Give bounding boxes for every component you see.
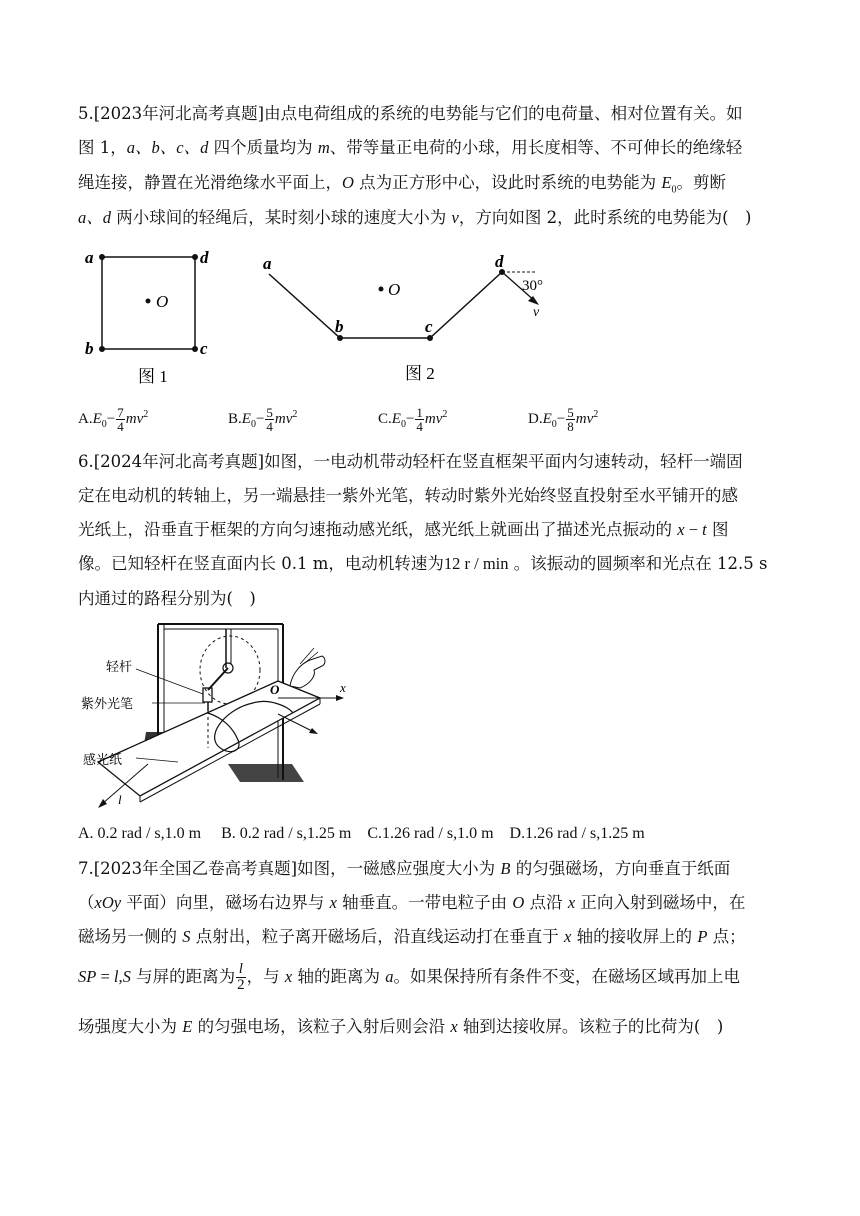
fig2-label-O: O: [388, 280, 401, 299]
fig2-label-d: d: [495, 252, 504, 271]
q5-option-d[interactable]: $D.E_0-$ $\frac{5}{8}$ $mv^2$: [528, 405, 599, 434]
fig1-label-c: c: [200, 339, 208, 358]
fig1-label-d: d: [200, 248, 209, 267]
fig1-label-O: O: [156, 292, 169, 311]
fig-label-l: l: [118, 792, 122, 807]
fig-label-O: O: [270, 682, 280, 697]
q5-option-a[interactable]: $A.E_0-$ $\frac{7}{4}$ $mv^2$: [78, 405, 149, 434]
fig2-angle: 30°: [522, 278, 543, 294]
fig2-label-a: a: [263, 254, 272, 273]
q5-figure-1: [76, 244, 226, 392]
fig1-label-b: b: [85, 339, 94, 358]
q7-line-4: SP = l,S 与屏的距离为 $\frac{l}{2}$ ，与 x 轴的距离为 a。如果保持所有条件不变，在磁场区域再加上电: [78, 961, 740, 993]
q5-option-b[interactable]: $B.E_0-$ $\frac{5}{4}$ $mv^2$: [228, 405, 298, 434]
fig1-caption: 图 1: [138, 367, 168, 386]
q5-line-2: 图 1，a、b、c、d 四个质量均为 m、带等量正电荷的小球，用长度相等、不可伸长的绝缘轻: [78, 138, 743, 157]
fig-label-pen: 紫外光笔: [81, 696, 134, 711]
fig2-label-c: c: [425, 317, 433, 336]
q7-line-5: 场强度大小为 E 的匀强电场，该粒子入射后则会沿 x 轴到达接收屏。该粒子的比荷为( ): [78, 1017, 724, 1036]
q7-line-2: （xOy 平面）向里，磁场右边界与 x 轴垂直。一带电粒子由 O 点沿 x 正向入射到磁场中，在: [78, 893, 746, 912]
q6-line-3: 光纸上，沿垂直于框架的方向匀速拖动感光纸，感光纸上就画出了描述光点振动的 x − t 图: [78, 520, 729, 539]
fig1-label-a: a: [85, 248, 94, 267]
q6-line-5: 内通过的路程分别为( ): [78, 589, 256, 608]
q5-line-3: 绳连接，静置在光滑绝缘水平面上，O 点为正方形中心，设此时系统的电势能为 $E_0$。剪断: [78, 173, 727, 196]
q5-option-c[interactable]: $C.E_0-$ $\frac{1}{4}$ $mv^2$: [378, 405, 448, 434]
q6-options[interactable]: A. 0.2 rad / s,1.0 m B. 0.2 rad / s,1.25 m C.1.26 rad / s,1.0 m D.1.26 rad / s,1.25 m: [78, 825, 645, 842]
q6-line-1: 6.[2024年河北高考真题]如图，一电动机带动轻杆在竖直框架平面内匀速转动，轻杆一端固: [78, 452, 743, 471]
fig-label-paper: 感光纸: [83, 752, 123, 767]
fig2-label-b: b: [335, 317, 344, 336]
fig2-velocity-label: v: [533, 305, 540, 320]
q5-line-4: a、d 两小球间的轻绳后，某时刻小球的速度大小为 v，方向如图 2，此时系统的电势能为( ): [78, 208, 752, 227]
q5-figure-2: [255, 244, 575, 392]
fig-label-x: x: [340, 680, 346, 695]
fig-label-rod: 轻杆: [106, 659, 133, 674]
fig2-caption: 图 2: [405, 364, 435, 383]
q7-line-1: 7.[2023年全国乙卷高考真题]如图，一磁感应强度大小为 B 的匀强磁场，方向垂直于纸面: [78, 859, 731, 878]
q5-line-1: 5.[2023年河北高考真题]由点电荷组成的系统的电势能与它们的电荷量、相对位置有关。如: [78, 104, 743, 123]
q6-line-2: 定在电动机的转轴上，另一端悬挂一紫外光笔，转动时紫外光始终竖直投射至水平铺开的感: [78, 486, 738, 505]
q6-line-4: 像。已知轻杆在竖直面内长 0.1 m，电动机转速为12 r / min 。该振动的圆频率和光点在 12.5 s: [78, 554, 768, 573]
q6-apparatus-figure: [78, 618, 378, 814]
q7-line-3: 磁场另一侧的 S 点射出，粒子离开磁场后，沿直线运动打在垂直于 x 轴的接收屏上的 P 点；: [78, 927, 746, 946]
